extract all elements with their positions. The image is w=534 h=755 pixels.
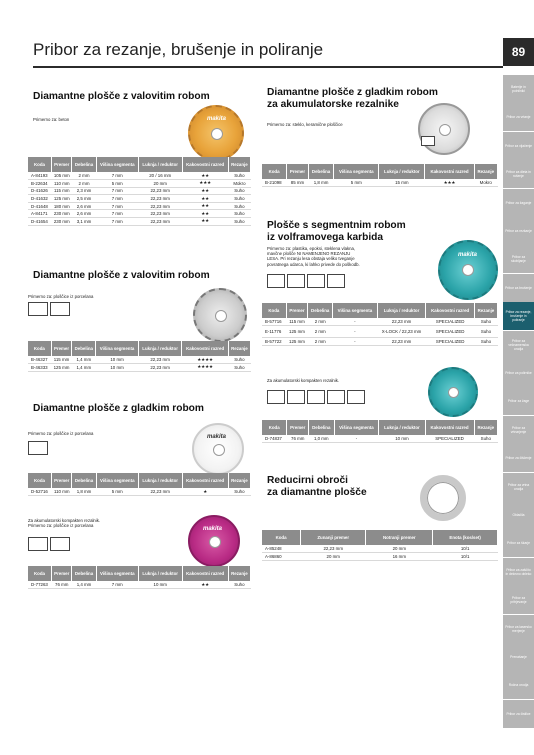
column-header: Višina segmenta xyxy=(96,157,138,172)
table-cell: 2 mm xyxy=(308,318,333,326)
table-row xyxy=(28,202,251,210)
column-header: Debelina xyxy=(72,157,96,172)
epoxy-icon xyxy=(307,390,325,404)
disc-hole xyxy=(448,387,459,398)
table-cell: 2,6 mm xyxy=(72,210,96,218)
column-header: Koda xyxy=(28,473,52,488)
table-cell: Suho xyxy=(228,356,250,364)
column-header: Notranji premer xyxy=(366,530,433,545)
table-row xyxy=(28,364,251,372)
column-header: Koda xyxy=(28,566,52,581)
page-title: Pribor za rezanje, brušenje in poliranje xyxy=(33,40,324,59)
table-cell: 115 mm xyxy=(51,356,71,364)
column-header: Premer xyxy=(287,164,309,179)
product-code: B-57716 xyxy=(262,318,286,326)
table-cell: 2,6 mm xyxy=(72,202,96,210)
column-header: Kakovostni razred xyxy=(182,157,228,172)
usage-icons-row xyxy=(28,302,70,316)
table-cell: 20 mm xyxy=(301,553,366,561)
tile-icon xyxy=(50,537,70,551)
table-smooth-porcelain xyxy=(28,473,251,496)
column-header: Kakovostni razred xyxy=(182,341,228,356)
table-cell: Mokro xyxy=(474,179,497,187)
table-cell: 10/1 xyxy=(433,545,498,553)
sidebar-tab[interactable]: Prenašanje xyxy=(503,643,534,671)
usage-icons-row xyxy=(421,136,435,146)
column-header: Koda xyxy=(28,157,52,172)
table-cell: 1,4 mm xyxy=(72,356,96,364)
table-cell: Mokro xyxy=(228,180,250,188)
table-compact-porcelain xyxy=(28,566,251,589)
product-code: D-77263 xyxy=(28,581,52,589)
sidebar-tab[interactable]: Pribor za brušenje xyxy=(503,274,534,302)
table-cell: 7 mm xyxy=(96,187,138,195)
table-wavy-porcelain xyxy=(28,341,251,372)
cutting-icon xyxy=(28,302,48,316)
disc-brand-logo: makita xyxy=(207,434,227,440)
table-cell: 2 mm xyxy=(72,180,96,188)
table-cell: ★★ xyxy=(182,218,228,226)
sidebar-tab[interactable]: Pribor za rezanje, brušenje in poliranje xyxy=(503,302,534,330)
table-cell: Suho xyxy=(228,364,250,372)
column-header: Luknja / reduktor xyxy=(377,303,426,318)
table-cell: Suho xyxy=(228,488,250,496)
table-cell: - xyxy=(333,326,377,338)
column-header: Debelina xyxy=(308,164,333,179)
table-cell: 110 mm xyxy=(52,488,72,496)
column-header: Premer xyxy=(52,566,72,581)
plastic-icon xyxy=(287,390,305,404)
column-header: Rezanje xyxy=(474,303,497,318)
column-header: Premer xyxy=(286,303,307,318)
table-row xyxy=(28,218,251,226)
column-header: Rezanje xyxy=(228,473,250,488)
column-header: Debelina xyxy=(72,341,96,356)
table-cell: Suho xyxy=(228,195,250,203)
table-cell: 115 mm xyxy=(286,318,307,326)
sidebar-tab[interactable]: Pribor za čiščenje xyxy=(503,444,534,472)
table-row xyxy=(262,318,498,326)
column-header: Kakovostni razred xyxy=(425,420,474,435)
table-cell: Suho xyxy=(228,581,250,589)
table-row xyxy=(262,338,498,346)
table-cell: 2 mm xyxy=(308,326,333,338)
table-cell: 180 mm xyxy=(52,202,72,210)
disc-image-glass xyxy=(418,103,470,155)
table-cell: 7 mm xyxy=(96,195,138,203)
table-cell: 1,8 mm xyxy=(308,179,333,187)
section-note-smooth-porcelain: Primerno za: ploščice iz porcelana xyxy=(28,431,94,436)
table-cell: 22,23 mm xyxy=(138,202,182,210)
table-row xyxy=(262,545,498,553)
table-cell: 76 mm xyxy=(52,581,72,589)
table-row xyxy=(262,326,498,338)
column-header: Kakovostni razred xyxy=(182,473,228,488)
table-cell: 105 mm xyxy=(52,172,72,180)
column-header: Višina segmenta xyxy=(96,341,138,356)
table-cell: 230 mm xyxy=(52,218,72,226)
disc-hole xyxy=(462,264,474,276)
sidebar-tab[interactable]: Pribor za žage xyxy=(503,387,534,415)
column-header: Luknja / reduktor xyxy=(138,341,182,356)
table-row xyxy=(28,172,251,180)
column-header: Rezanje xyxy=(474,164,497,179)
sidebar-tab[interactable]: Pribor za večnamenska orodja xyxy=(503,331,534,359)
disc-hole xyxy=(211,128,223,140)
table-cell: 7 mm xyxy=(96,202,138,210)
sidebar-tab[interactable]: Pribor za čistilce xyxy=(503,700,534,728)
table-cell: 5 mm xyxy=(96,488,138,496)
column-header: Rezanje xyxy=(228,341,250,356)
table-cell: ★★ xyxy=(182,195,228,203)
table-cell: 230 mm xyxy=(52,210,72,218)
column-header: Višina segmenta xyxy=(333,303,377,318)
table-row xyxy=(28,180,251,188)
table-cell: ★★★ xyxy=(182,180,228,188)
product-code: A-84193 xyxy=(28,172,52,180)
table-cell: 22,23 mm xyxy=(138,210,182,218)
section-note-wavy-porcelain: Primerno za: ploščice iz porcelana xyxy=(28,294,94,299)
column-header: Rezanje xyxy=(474,420,497,435)
table-row xyxy=(262,435,498,443)
table-cell: Suho xyxy=(228,210,250,218)
disc-image-teal-small xyxy=(428,367,478,417)
column-header: Koda xyxy=(262,303,286,318)
section-note-tct-compact: Za akumulatorski kompakten rezalnik. xyxy=(267,378,340,383)
table-cell: Suho xyxy=(474,435,497,443)
section-title-smooth-cordless: Diamantne plošče z gladkim robom za akumulatorske rezalnike xyxy=(267,87,438,110)
plastic-icon xyxy=(267,274,285,288)
table-cell: 3,1 mm xyxy=(72,218,96,226)
disc-hole xyxy=(209,536,221,548)
table-cell: 125 mm xyxy=(286,326,307,338)
column-header: Koda xyxy=(28,341,51,356)
table-cell: 7 mm xyxy=(96,581,138,589)
table-cell: 7 mm xyxy=(96,172,138,180)
cutting-icon xyxy=(267,390,285,404)
table-cell: 20 mm xyxy=(138,180,182,188)
sidebar-tab[interactable]: Baterije in polnilniki xyxy=(503,75,534,103)
table-cell: Suho xyxy=(228,172,250,180)
table-cell: ★★★★ xyxy=(182,356,228,364)
column-header: Višina segmenta xyxy=(334,164,379,179)
table-cell: 22,23 mm xyxy=(138,187,182,195)
table-row xyxy=(28,210,251,218)
table-cell: 16 mm xyxy=(366,553,433,561)
table-cell: 5 mm xyxy=(334,179,379,187)
table-cell: ★★ xyxy=(182,581,228,589)
column-header: Premer xyxy=(52,157,72,172)
section-title-wavy-porcelain: Diamantne plošče z valovitim robom xyxy=(33,270,210,281)
table-cell: - xyxy=(334,435,379,443)
table-cell: ★★ xyxy=(182,210,228,218)
plasterboard-icon xyxy=(347,390,365,404)
table-cell: 22,23 mm xyxy=(138,488,182,496)
fiberglass-icon xyxy=(307,274,325,288)
usage-icons-row xyxy=(267,274,345,288)
table-row xyxy=(28,581,251,589)
sidebar-tab[interactable]: Pribor za vrtnarjenje xyxy=(503,416,534,444)
product-code: A-84171 xyxy=(28,210,52,218)
table-cell: 22,23 mm xyxy=(377,338,426,346)
column-header: Kakovostni razred xyxy=(425,164,474,179)
column-header: Debelina xyxy=(72,566,96,581)
table-reducing-rings xyxy=(262,530,498,561)
disc-image-white xyxy=(192,423,244,475)
table-cell: 22,23 mm xyxy=(377,318,426,326)
column-header: Luknja / reduktor xyxy=(379,420,425,435)
table-cell: 1,4 mm xyxy=(72,581,96,589)
usage-icons-row xyxy=(28,537,70,551)
product-code: D-41654 xyxy=(28,218,52,226)
fiberglass-icon xyxy=(327,390,345,404)
table-cell: 76 mm xyxy=(287,435,309,443)
table-cell: 2,3 mm xyxy=(72,187,96,195)
product-code: B-22634 xyxy=(28,180,52,188)
table-cell: 22,23 mm xyxy=(138,356,182,364)
sidebar-tab[interactable]: Pribor za škarje xyxy=(503,529,534,557)
sidebar-tab[interactable]: Pribor za polirnike xyxy=(503,359,534,387)
section-note-compact-porcelain: Za akumulatorski kompakten rezalnik. Primerno za: ploščice iz porcelana xyxy=(28,518,101,529)
column-header: Zunanji premer xyxy=(301,530,366,545)
disc-hole xyxy=(213,444,225,456)
column-header: Luknja / reduktor xyxy=(138,473,182,488)
sidebar-tab[interactable]: Pribor za žaganje xyxy=(503,189,534,217)
section-note-wavy-concrete: Primerno za: beton xyxy=(33,117,70,122)
column-header: Premer xyxy=(51,341,71,356)
column-header: Koda xyxy=(262,164,287,179)
product-code: D-41648 xyxy=(28,202,52,210)
section-title-reducing-rings: Reducirni obroči za diamantne plošče xyxy=(267,475,367,498)
table-cell: 10 mm xyxy=(138,581,182,589)
product-code: B-57722 xyxy=(262,338,286,346)
table-row xyxy=(28,187,251,195)
table-cell: SPECIALIZED xyxy=(426,338,474,346)
column-header: Višina segmenta xyxy=(96,566,138,581)
column-header: Enota (kos/set) xyxy=(433,530,498,545)
table-cell: 22,23 mm xyxy=(138,218,182,226)
table-cell: 7 mm xyxy=(96,210,138,218)
sidebar-tab[interactable]: Pribor za vrtanje xyxy=(503,103,534,131)
disc-image-gray xyxy=(193,288,247,342)
column-header: Koda xyxy=(262,420,287,435)
table-cell: 110 mm xyxy=(52,180,72,188)
section-title-smooth-porcelain: Diamantne plošče z gladkim robom xyxy=(33,403,204,414)
disc-image-orange xyxy=(188,105,244,161)
column-header: Rezanje xyxy=(228,566,250,581)
table-cell: 2,5 mm xyxy=(72,195,96,203)
sidebar-tab[interactable]: Pribor za dleta in rušenje xyxy=(503,160,534,188)
disc-image-magenta xyxy=(188,515,240,567)
column-header: Premer xyxy=(52,473,72,488)
column-header: Višina segmenta xyxy=(334,420,379,435)
product-code: D-52716 xyxy=(28,488,52,496)
sidebar-tab[interactable]: Pribor za lasersko merjenje xyxy=(503,615,534,643)
plasterboard-icon xyxy=(327,274,345,288)
disc-hole xyxy=(215,310,227,322)
column-header: Rezanje xyxy=(228,157,250,172)
table-cell: 2 mm xyxy=(308,338,333,346)
product-code: A-86860 xyxy=(262,553,301,561)
table-wavy-concrete xyxy=(28,157,251,226)
product-code: B-21098 xyxy=(262,179,287,187)
table-cell: 22,23 mm xyxy=(301,545,366,553)
table-cell: 125 mm xyxy=(51,364,71,372)
table-tct xyxy=(262,303,498,346)
usage-icons-row xyxy=(28,441,48,455)
disc-brand-logo: makita xyxy=(203,526,223,532)
table-smooth-cordless xyxy=(262,164,498,187)
table-row xyxy=(28,195,251,203)
table-cell: 10 mm xyxy=(96,364,138,372)
column-header: Višina segmenta xyxy=(96,473,138,488)
sidebar-tab[interactable]: Pribor za pritrjevanje xyxy=(503,586,534,614)
product-code: D-74837 xyxy=(262,435,287,443)
sidebar-tab[interactable]: Pribor za vijačenje xyxy=(503,132,534,160)
product-code: B-46333 xyxy=(28,364,51,372)
sidebar-tab[interactable]: Pribor za rezkanje xyxy=(503,217,534,245)
table-cell: SPECIALIZED xyxy=(426,318,474,326)
table-cell: ★★★★ xyxy=(182,364,228,372)
title-divider xyxy=(33,66,503,68)
table-cell: 20 mm xyxy=(366,545,433,553)
table-cell: - xyxy=(333,338,377,346)
sidebar-tab[interactable]: Pribor za skobljanje xyxy=(503,245,534,273)
disc-brand-logo: makita xyxy=(207,116,227,122)
usage-icons-row xyxy=(267,390,365,404)
table-row xyxy=(28,356,251,364)
table-row xyxy=(262,179,498,187)
section-note-smooth-cordless: Primerno za: steklo, keramične ploščice xyxy=(267,122,343,127)
table-tct-compact xyxy=(262,420,498,443)
reducing-ring-image xyxy=(420,475,466,521)
table-cell: Suho xyxy=(474,326,497,338)
disc-brand-logo: makita xyxy=(458,252,478,258)
product-code: E-11776 xyxy=(262,326,286,338)
table-cell: ★★ xyxy=(182,187,228,195)
table-cell: ★★ xyxy=(182,172,228,180)
table-row xyxy=(262,553,498,561)
column-header: Debelina xyxy=(309,420,334,435)
table-cell: 1,8 mm xyxy=(72,488,96,496)
table-cell: Suho xyxy=(228,202,250,210)
table-cell: 22,23 mm xyxy=(138,364,182,372)
disc-hole xyxy=(439,124,451,136)
table-cell: 5 mm xyxy=(96,180,138,188)
table-cell: SPECIALIZED xyxy=(426,326,474,338)
table-cell: SPECIALIZED xyxy=(425,435,474,443)
glass-icon xyxy=(421,136,435,146)
column-header: Luknja / reduktor xyxy=(138,566,182,581)
table-cell: 10/1 xyxy=(433,553,498,561)
tile-icon xyxy=(50,302,70,316)
table-cell: 1,0 mm xyxy=(309,435,334,443)
column-header: Debelina xyxy=(308,303,333,318)
column-header: Luknja / reduktor xyxy=(138,157,182,172)
table-cell: 125 mm xyxy=(286,338,307,346)
table-cell: 125 mm xyxy=(52,195,72,203)
table-cell: ★★★ xyxy=(425,179,474,187)
table-cell: 15 mm xyxy=(379,179,425,187)
column-header: Luknja / reduktor xyxy=(379,164,425,179)
table-cell: 85 mm xyxy=(287,179,309,187)
table-cell: 115 mm xyxy=(52,187,72,195)
section-title-tct: Plošče s segmentnim robom iz volframovega karbida xyxy=(267,220,406,243)
product-code: A-85248 xyxy=(262,545,301,553)
table-cell: 1,4 mm xyxy=(72,364,96,372)
table-cell: Suho xyxy=(228,187,250,195)
sidebar-tab[interactable]: Pribor za vrtna orodja xyxy=(503,473,534,501)
table-cell: 10 mm xyxy=(96,356,138,364)
product-code: D-41632 xyxy=(28,195,52,203)
disc-image-teal xyxy=(438,240,498,300)
table-cell: Suho xyxy=(474,338,497,346)
cutting-icon xyxy=(28,441,48,455)
column-header: Kakovostni razred xyxy=(182,566,228,581)
table-cell: - xyxy=(333,318,377,326)
column-header: Premer xyxy=(287,420,309,435)
column-header: Kakovostni razred xyxy=(426,303,474,318)
sidebar-tab[interactable]: Ročna orodja xyxy=(503,671,534,699)
sidebar-tab[interactable]: Pribor za zaščito in delovno obleko xyxy=(503,558,534,586)
product-code: B-46327 xyxy=(28,356,51,364)
section-title-wavy-concrete: Diamantne plošče z valovitim robom xyxy=(33,91,210,102)
table-cell: 10 mm xyxy=(379,435,425,443)
product-code: D-41626 xyxy=(28,187,52,195)
table-cell: 22,23 mm xyxy=(138,195,182,203)
table-cell: Suho xyxy=(474,318,497,326)
table-cell: Suho xyxy=(228,218,250,226)
sidebar-tab[interactable]: Oblačila xyxy=(503,501,534,529)
section-note-tct: Primerno za: plastika, epoksi, steklena vlakna, mavčne plošče NI NAMENJENO REZANJU LESA. Pri rezanju lesa obstaja veliko tveganje povratnega udarca, ki lahko privede do poškodb. xyxy=(267,246,360,267)
column-header: Debelina xyxy=(72,473,96,488)
table-row xyxy=(28,488,251,496)
column-header: Koda xyxy=(262,530,301,545)
table-cell: ★ xyxy=(182,488,228,496)
page-number: 89 xyxy=(503,38,534,66)
table-cell: 2 mm xyxy=(72,172,96,180)
table-cell: X-LOCK / 22,23 mm xyxy=(377,326,426,338)
cutting-icon xyxy=(28,537,48,551)
table-cell: 7 mm xyxy=(96,218,138,226)
table-cell: ★★ xyxy=(182,202,228,210)
epoxy-icon xyxy=(287,274,305,288)
table-cell: 20 / 16 mm xyxy=(138,172,182,180)
